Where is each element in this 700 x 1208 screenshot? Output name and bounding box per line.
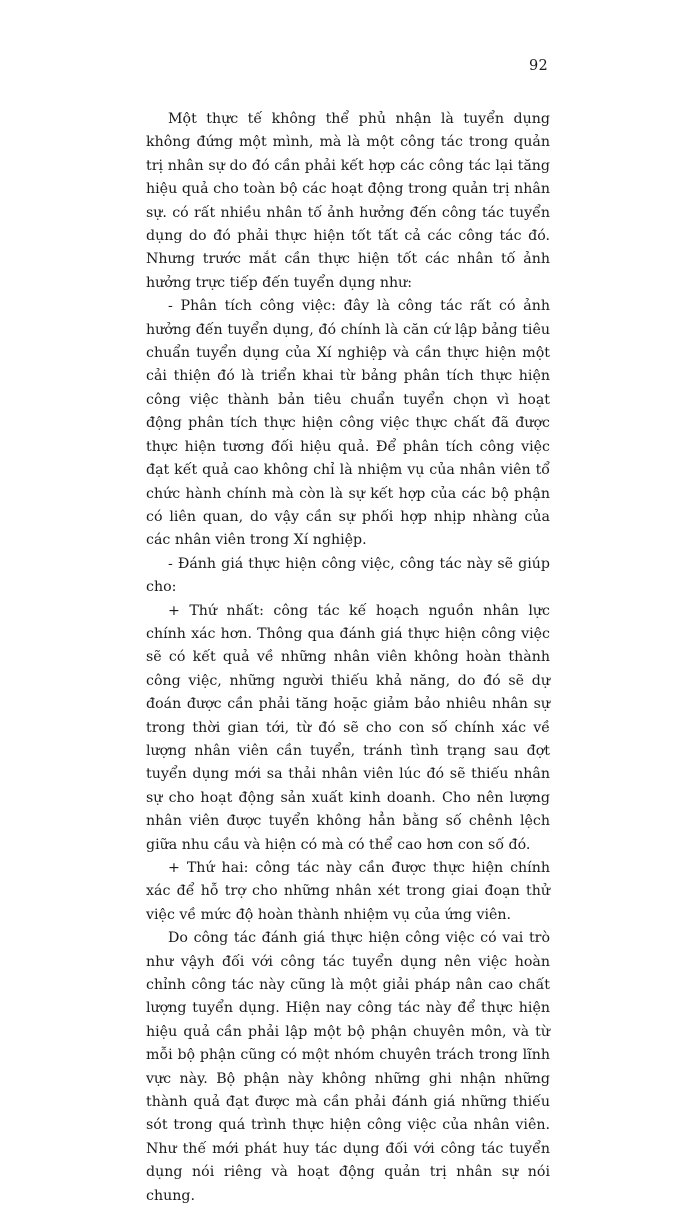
paragraph-job-analysis: - Phân tích công việc: đây là công tác rất có ảnh hưởng đến tuyển dụng, đó chính là căn cứ lập bảng tiêu chuẩn tuyển dụng của Xí nghiệp và cần thực hiện một cải thiện đó là triển khai từ bảng phân tích thực hiện công việc thành bản tiêu chuẩn tuyển chọn vì hoạt động phân tích thực hiện công việc thực chất đã được thực hiện tương đối hiệu quả. Để phân tích công việc đạt kết quả cao không chỉ là nhiệm vụ của nhân viên tổ chức hành chính mà còn là sự kết hợp của các bộ phận có liên quan, do vậy cần sự phối hợp nhịp nhàng của các nhân viên trong Xí nghiệp. [146, 298, 550, 549]
paragraph-performance-evaluation: - Đánh giá thực hiện công việc, công tác này sẽ giúp cho: [146, 555, 550, 596]
paragraph-second-point: + Thứ hai: công tác này cần được thực hiện chính xác để hỗ trợ cho những nhân xét trong giai đoạn thử việc về mức độ hoàn thành nhiệm vụ của ứng viên. [146, 860, 550, 923]
paragraph-conclusion: Do công tác đánh giá thực hiện công việc có vai trò như vậyh đối với công tác tuyển dụng nên việc hoàn chỉnh công tác này cũng là một giải pháp nân cao chất lượng tuyển dụng. Hiện nay công tác này để thực hiện hiệu quả cần phải lập một bộ phận chuyên môn, và từ mỗi bộ phận cũng có một nhóm chuyên trách trong lĩnh vực này. Bộ phận này không những ghi nhận những thành quả đạt được mà cần phải đánh giá những thiếu sót trong quá trình thực hiện công việc của nhân viên. Như thế mới phát huy tác dụng đối với công tác tuyển dụng nói riêng và hoạt động quản trị nhân sự nói chung. [146, 930, 550, 1204]
document-body [146, 108, 550, 1208]
page-number: 92 [528, 58, 548, 74]
paragraph-intro: Một thực tế không thể phủ nhận là tuyển dụng không đứng một mình, mà là một công tác trong quản trị nhân sự do đó cần phải kết hợp các công tác lại tăng hiệu quả cho toàn bộ các hoạt động trong quản trị nhân sự. có rất nhiều nhân tố ảnh hưởng đến công tác tuyển dụng do đó phải thực hiện tốt tất cả các công tác đó. Nhưng trước mắt cần thực hiện tốt các nhân tố ảnh hưởng trực tiếp đến tuyển dụng như: [146, 111, 550, 291]
paragraph-first-point: + Thứ nhất: công tác kế hoạch nguồn nhân lực chính xác hơn. Thông qua đánh giá thực hiện công việc sẽ có kết quả về những nhân viên không hoàn thành công việc, những người thiếu khả năng, do đó sẽ dự đoán được cần phải tăng hoặc giảm bảo nhiêu nhân sự trong thời gian tới, từ đó sẽ cho con số chính xác về lượng nhân viên cần tuyển, tránh tình trạng sau đợt tuyển dụng mới sa thải nhân viên lúc đó sẽ thiếu nhân sự cho hoạt động sản xuất kinh doanh. Cho nên lượng nhân viên được tuyển không hẳn bằng số chênh lệch giữa nhu cầu và hiện có mà có thể cao hơn con số đó. [146, 602, 550, 853]
